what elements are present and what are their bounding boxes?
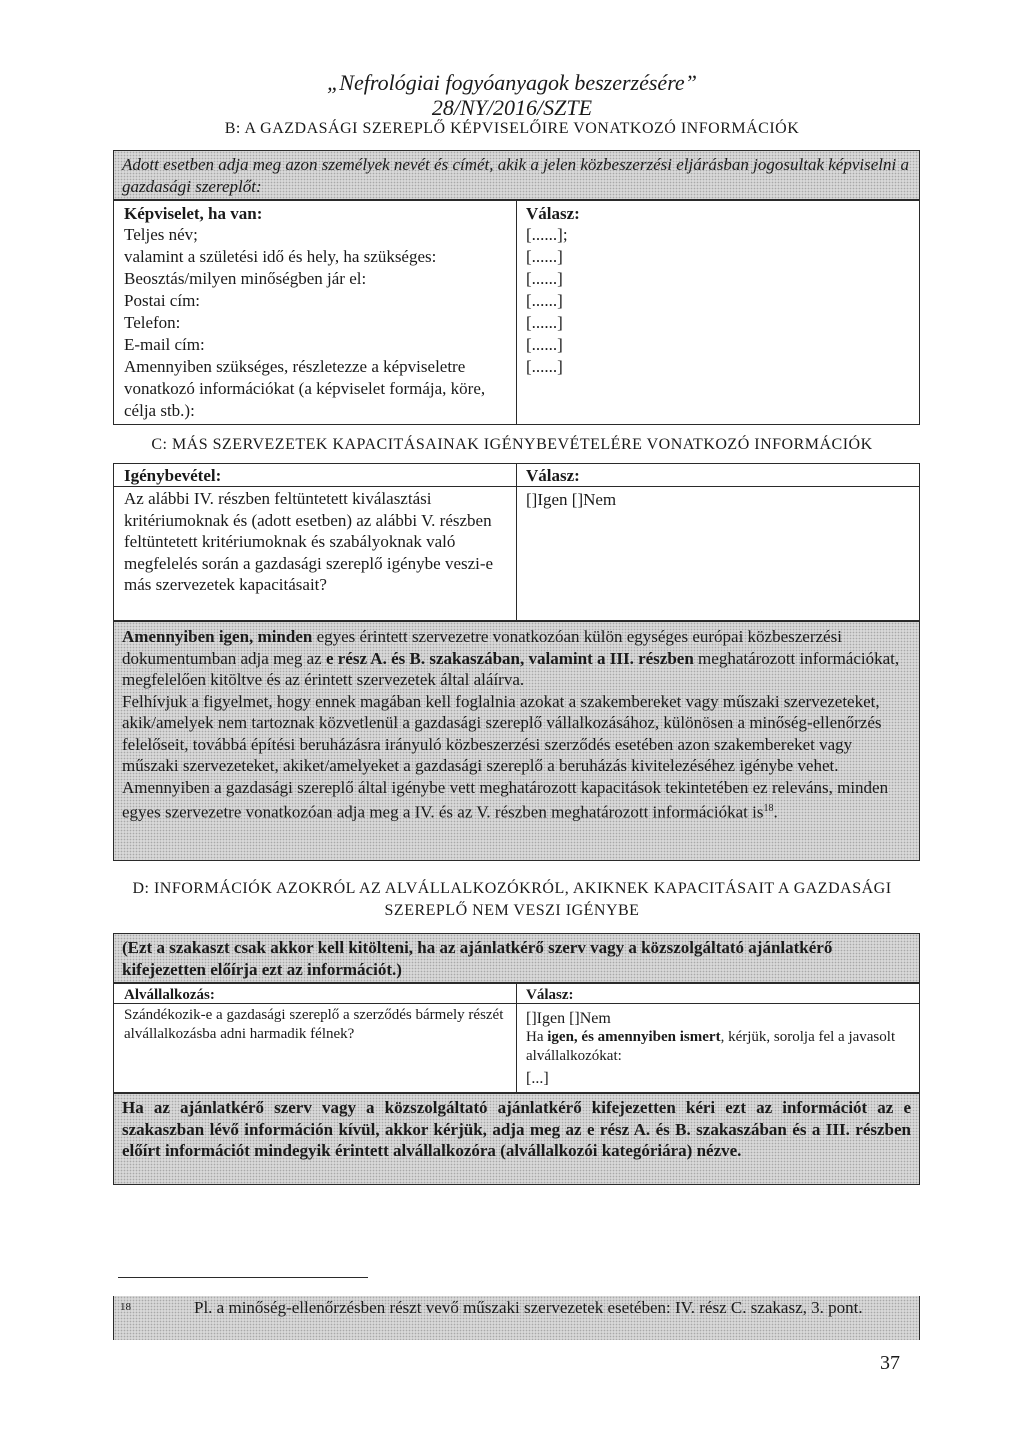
- subcontracting-options: []Igen []Nem: [526, 1010, 611, 1027]
- capacity-answer: []Igen []Nem: [526, 490, 617, 509]
- postal-label: Postai cím:: [124, 291, 201, 310]
- full-name-answer: [......];: [526, 225, 568, 244]
- detail-text-a: Ha: [526, 1029, 548, 1045]
- subcontracting-note: Ha az ajánlatkérő szerv vagy a közszolgáltató ajánlatkérő kifejezetten kéri ezt az információt az e szakaszban lévő információn kívül, akkor kérjük, adja meg az e rész A. és B. szakaszában és a III. részben előírt információt mindegyik érintett alvállalkozóra (alvállalkozói kategóriára) nézve.: [113, 1093, 920, 1185]
- capacity-table: [113, 463, 920, 621]
- footnote-ref: 18: [763, 803, 774, 814]
- col-header-answer-d: Válasz:: [526, 987, 574, 1003]
- detail-bold: igen, és amennyiben ismert: [547, 1029, 721, 1045]
- note-bold-intro: Amennyiben igen, minden: [122, 627, 313, 646]
- details-answer: [......]: [526, 357, 563, 376]
- note-text-a: egyes érintett szervezetre vonatkozóan külön egységes európai közbeszerzési dokumentumban adja meg az: [122, 627, 842, 668]
- capacity-note: [113, 621, 920, 861]
- footnote-number: 18: [120, 1301, 131, 1313]
- position-answer: [......]: [526, 269, 563, 288]
- subcontractor-list: [...]: [526, 1070, 549, 1087]
- col-header-usage: Igénybevétel:: [124, 466, 222, 485]
- section-d-intro: (Ezt a szakaszt csak akkor kell kitölteni, ha az ajánlatkérő szerv vagy a közszolgáltató ajánlatkérő kifejezetten előírja ezt az információt.): [113, 933, 920, 983]
- page-number: 37: [880, 1352, 900, 1374]
- phone-answer: [......]: [526, 313, 563, 332]
- subcontracting-question: Szándékozik-e a gazdasági szereplő a szerződés bármely részét alvállalkozásba adni harmadik félnek?: [124, 1007, 504, 1042]
- reference-number: 28/NY/2016/SZTE: [431, 95, 593, 120]
- col-header-answer-c: Válasz:: [526, 466, 580, 485]
- note-paragraph-3: Amennyiben a gazdasági szereplő által igénybe vett meghatározott kapacitások tekintetében ez releváns, minden egyes szervezetre vonatkozóan adja meg a IV. és az V. részben meghatározott információkat is: [122, 777, 889, 822]
- col-header-answer: Válasz:: [526, 204, 580, 223]
- full-name-label: Teljes név;: [124, 225, 198, 244]
- email-label: E-mail cím:: [124, 335, 205, 354]
- birth-answer: [......]: [526, 247, 563, 266]
- subcontractor-detail: [526, 1028, 911, 1066]
- postal-answer: [......]: [526, 291, 563, 310]
- footnote-text: Pl. a minőség-ellenőrzésben részt vevő műszaki szervezetek esetében: IV. rész C. szakasz, 3. pont.: [194, 1298, 863, 1317]
- subcontracting-table: [113, 983, 920, 1093]
- capacity-question: Az alábbi IV. részben feltüntetett kiválasztási kritériumoknak és (adott esetben) az alábbi V. részben feltüntetett kritériumoknak és szabályoknak való megfelelés során a gazdasági szereplő igénybe veszi-e más szervezetek kapacitásait?: [124, 489, 494, 594]
- section-b-intro: Adott esetben adja meg azon személyek nevét és címét, akik a jelen közbeszerzési eljárásban jogosultak képviselni a gazdasági szereplőt:: [113, 150, 920, 200]
- footnote-box: [113, 1296, 920, 1340]
- note-paragraph-3-end: .: [773, 802, 778, 822]
- section-d-heading-line2: SZEREPLŐ NEM VESZI IGÉNYBE: [384, 902, 640, 919]
- footnote-separator: [118, 1277, 368, 1278]
- section-b-heading: B: A GAZDASÁGI SZEREPLŐ KÉPVISELŐIRE VONATKOZÓ INFORMÁCIÓK: [224, 120, 800, 137]
- section-c-heading: C: MÁS SZERVEZETEK KAPACITÁSAINAK IGÉNYBEVÉTELÉRE VONATKOZÓ INFORMÁCIÓK: [151, 436, 873, 453]
- section-d-heading-line1: D: INFORMÁCIÓK AZOKRÓL AZ ALVÁLLALKOZÓKRÓL, AKIKNEK KAPACITÁSAIT A GAZDASÁGI: [132, 880, 892, 897]
- note-bold-sections: e rész A. és B. szakaszában, valamint a III. részben: [325, 648, 694, 668]
- representation-table: [113, 200, 920, 425]
- birth-label: valamint a születési idő és hely, ha szükséges:: [124, 247, 437, 266]
- phone-label: Telefon:: [124, 313, 181, 332]
- details-label: Amennyiben szükséges, részletezze a képviseletre vonatkozó információkat (a képviselet formája, köre, célja stb.):: [124, 357, 486, 420]
- col-header-subcontracting: Alvállalkozás:: [124, 987, 215, 1003]
- document-title: „Nefrológiai fogyóanyagok beszerzésére”: [327, 70, 697, 95]
- note-text-b: meghatározott információkat, megfelelően kitöltve és az érintett szervezetek által aláírva.: [122, 648, 900, 689]
- note-paragraph-2: Felhívjuk a figyelmet, hogy ennek magában kell foglalnia azokat a szakembereket vagy műszaki szervezeteket, akik/amelyek nem tartoznak közvetlenül a gazdasági szereplő vállalkozásához, különösen a minőség-ellenőrzés felelőseit, továbbá építési beruházásra irányuló közbeszerzési szerződés esetében azon szakembereket vagy műszaki szervezeteket, akiket/amelyeket a gazdasági szereplő a beruházás kivitelezéséhez igénybe vehet.: [122, 691, 882, 775]
- email-answer: [......]: [526, 335, 563, 354]
- position-label: Beosztás/milyen minőségben jár el:: [124, 269, 367, 288]
- col-header-representation: Képviselet, ha van:: [124, 204, 263, 223]
- detail-text-c: , kérjük, sorolja fel a javasolt alvállalkozókat:: [526, 1029, 896, 1064]
